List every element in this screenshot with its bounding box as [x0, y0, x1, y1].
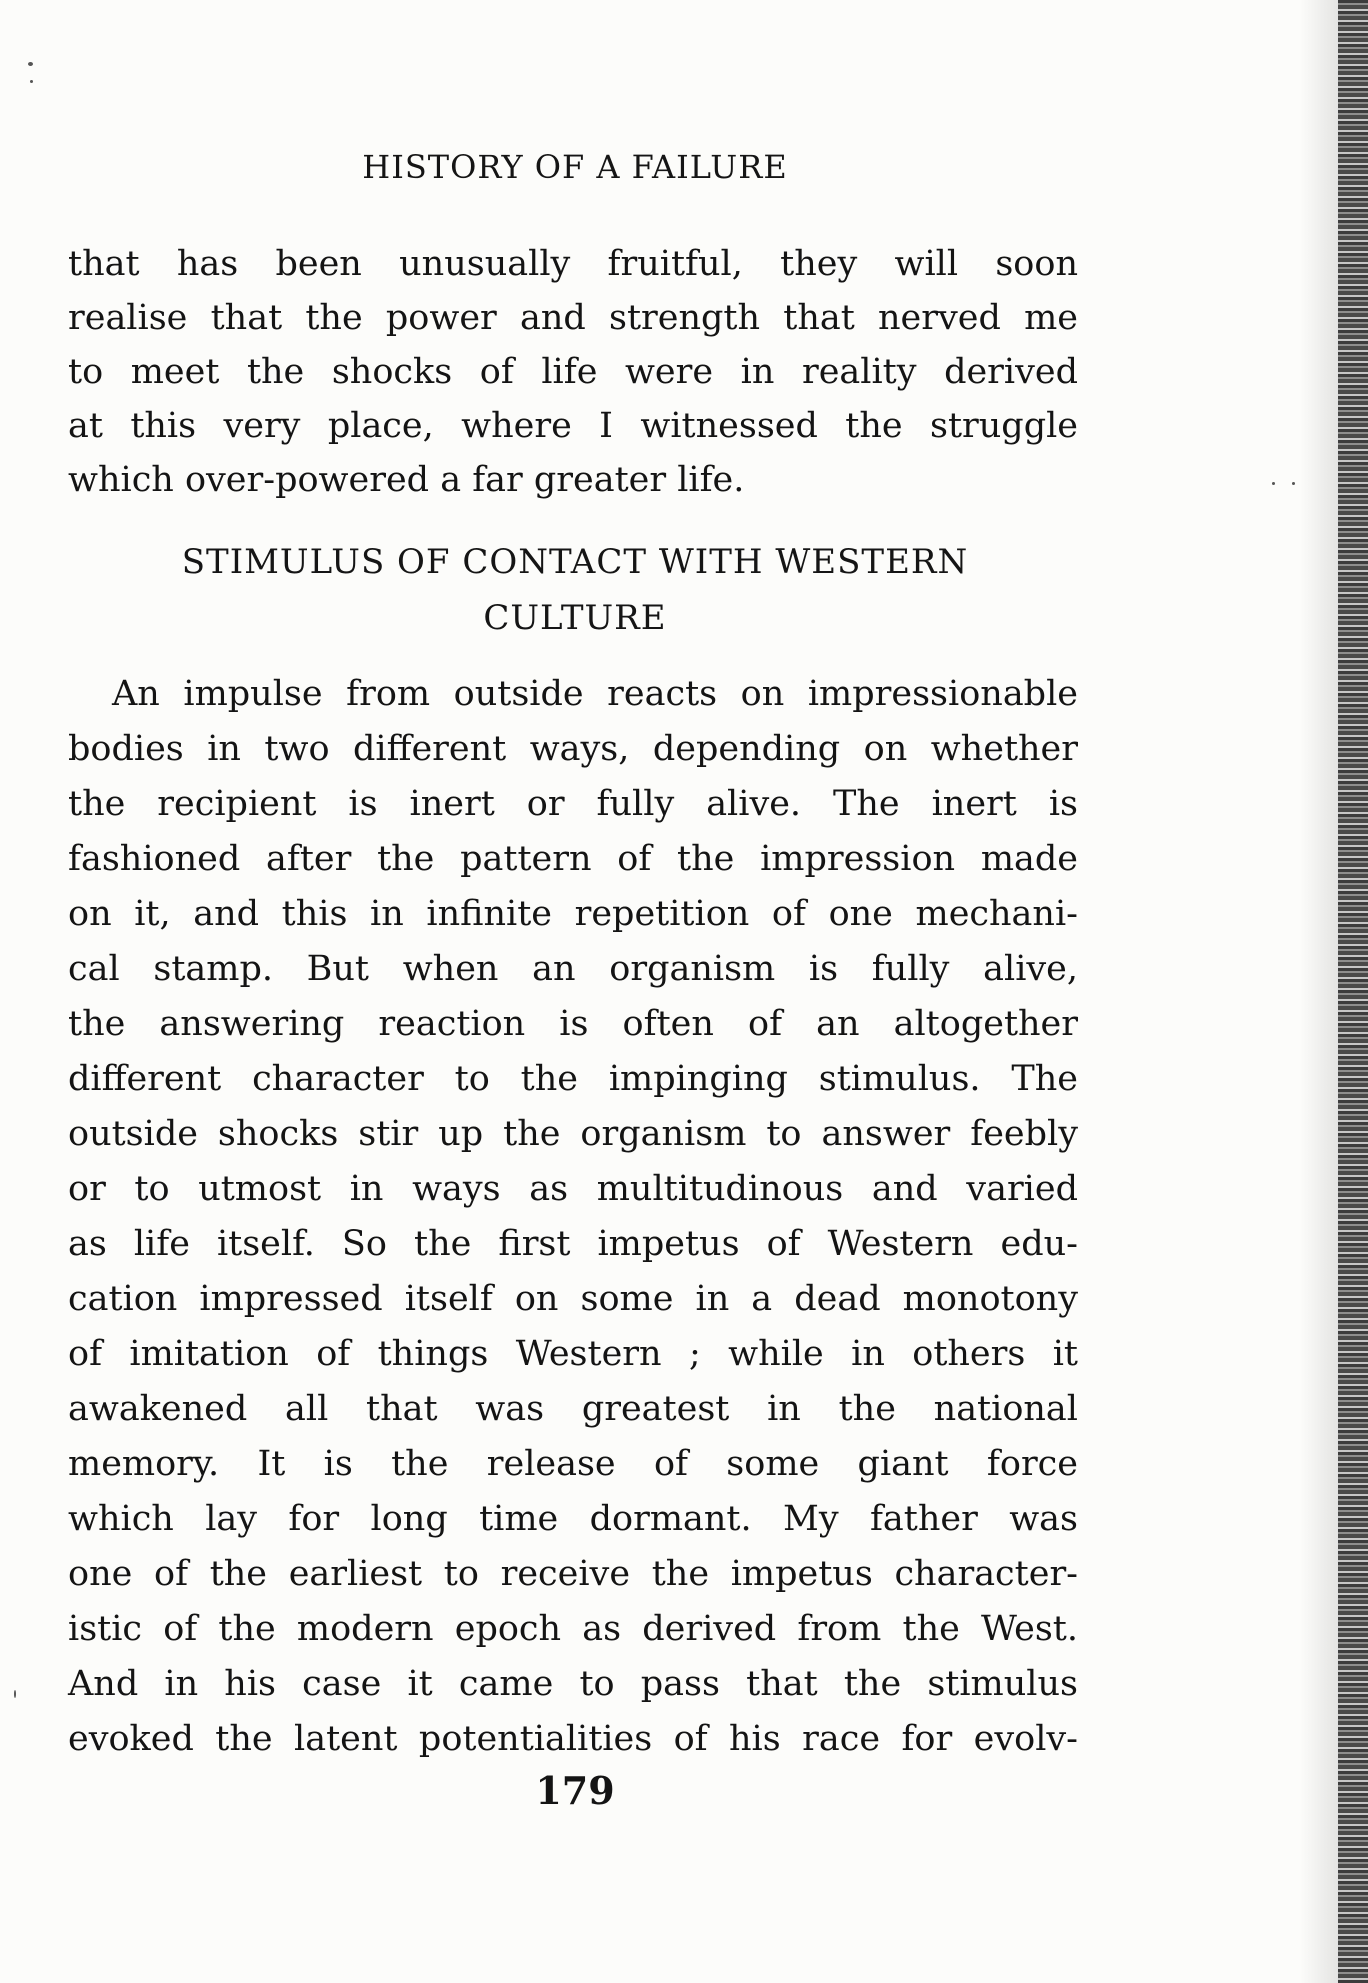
- paragraph-2-line: istic of the modern epoch as derived from the West.: [68, 1609, 1078, 1649]
- paragraph-2-line: fashioned after the pattern of the impression made: [68, 839, 1078, 879]
- section-heading-line-2: CULTURE: [483, 598, 667, 638]
- scan-speck: [1272, 482, 1275, 485]
- paragraph-2-line: on it, and this in infinite repetition of one mechani-: [68, 894, 1078, 934]
- scan-speck: [14, 1690, 16, 1698]
- paragraph-2-line: the recipient is inert or fully alive. The inert is: [68, 784, 1078, 824]
- binding-shadow: [1300, 0, 1338, 1983]
- paragraph-2-line: outside shocks stir up the organism to answer feebly: [68, 1114, 1078, 1154]
- paragraph-2-line: or to utmost in ways as multitudinous and varied: [68, 1169, 1078, 1209]
- paragraph-2-line: cal stamp. But when an organism is fully alive,: [68, 949, 1078, 989]
- paragraph-2-line: And in his case it came to pass that the stimulus: [68, 1664, 1078, 1704]
- paragraph-1-line: to meet the shocks of life were in reality derived: [68, 352, 1078, 392]
- paragraph-2-line: memory. It is the release of some giant force: [68, 1444, 1078, 1484]
- scan-speck: [30, 80, 33, 83]
- page-binding-edge: [1338, 0, 1368, 1983]
- paragraph-1-line: which over-powered a far greater life.: [68, 460, 745, 500]
- paragraph-2-line: bodies in two different ways, depending on whether: [68, 729, 1078, 769]
- paragraph-1-line: realise that the power and strength that nerved me: [68, 298, 1078, 338]
- page-number: 179: [535, 1768, 615, 1813]
- paragraph-2-line: one of the earliest to receive the impetus character-: [68, 1554, 1078, 1594]
- paragraph-2-line: cation impressed itself on some in a dead monotony: [68, 1279, 1078, 1319]
- scan-speck: [1292, 482, 1295, 485]
- paragraph-2-line: awakened all that was greatest in the national: [68, 1389, 1078, 1429]
- paragraph-2-line: the answering reaction is often of an altogether: [68, 1004, 1078, 1044]
- scan-speck: [28, 62, 33, 66]
- paragraph-1-line: that has been unusually fruitful, they will soon: [68, 244, 1078, 284]
- paragraph-2-line: evoked the latent potentialities of his race for evolv-: [68, 1719, 1078, 1759]
- paragraph-2-line: different character to the impinging stimulus. The: [68, 1059, 1078, 1099]
- paragraph-2-line: which lay for long time dormant. My father was: [68, 1499, 1078, 1539]
- running-header: HISTORY OF A FAILURE: [362, 148, 788, 186]
- section-heading-line-1: STIMULUS OF CONTACT WITH WESTERN: [181, 542, 969, 582]
- paragraph-2-line: of imitation of things Western ; while in others it: [68, 1334, 1078, 1374]
- paragraph-1-line: at this very place, where I witnessed the struggle: [68, 406, 1078, 446]
- paragraph-2-line: An impulse from outside reacts on impressionable: [112, 674, 1078, 714]
- paragraph-2-line: as life itself. So the first impetus of Western edu-: [68, 1224, 1078, 1264]
